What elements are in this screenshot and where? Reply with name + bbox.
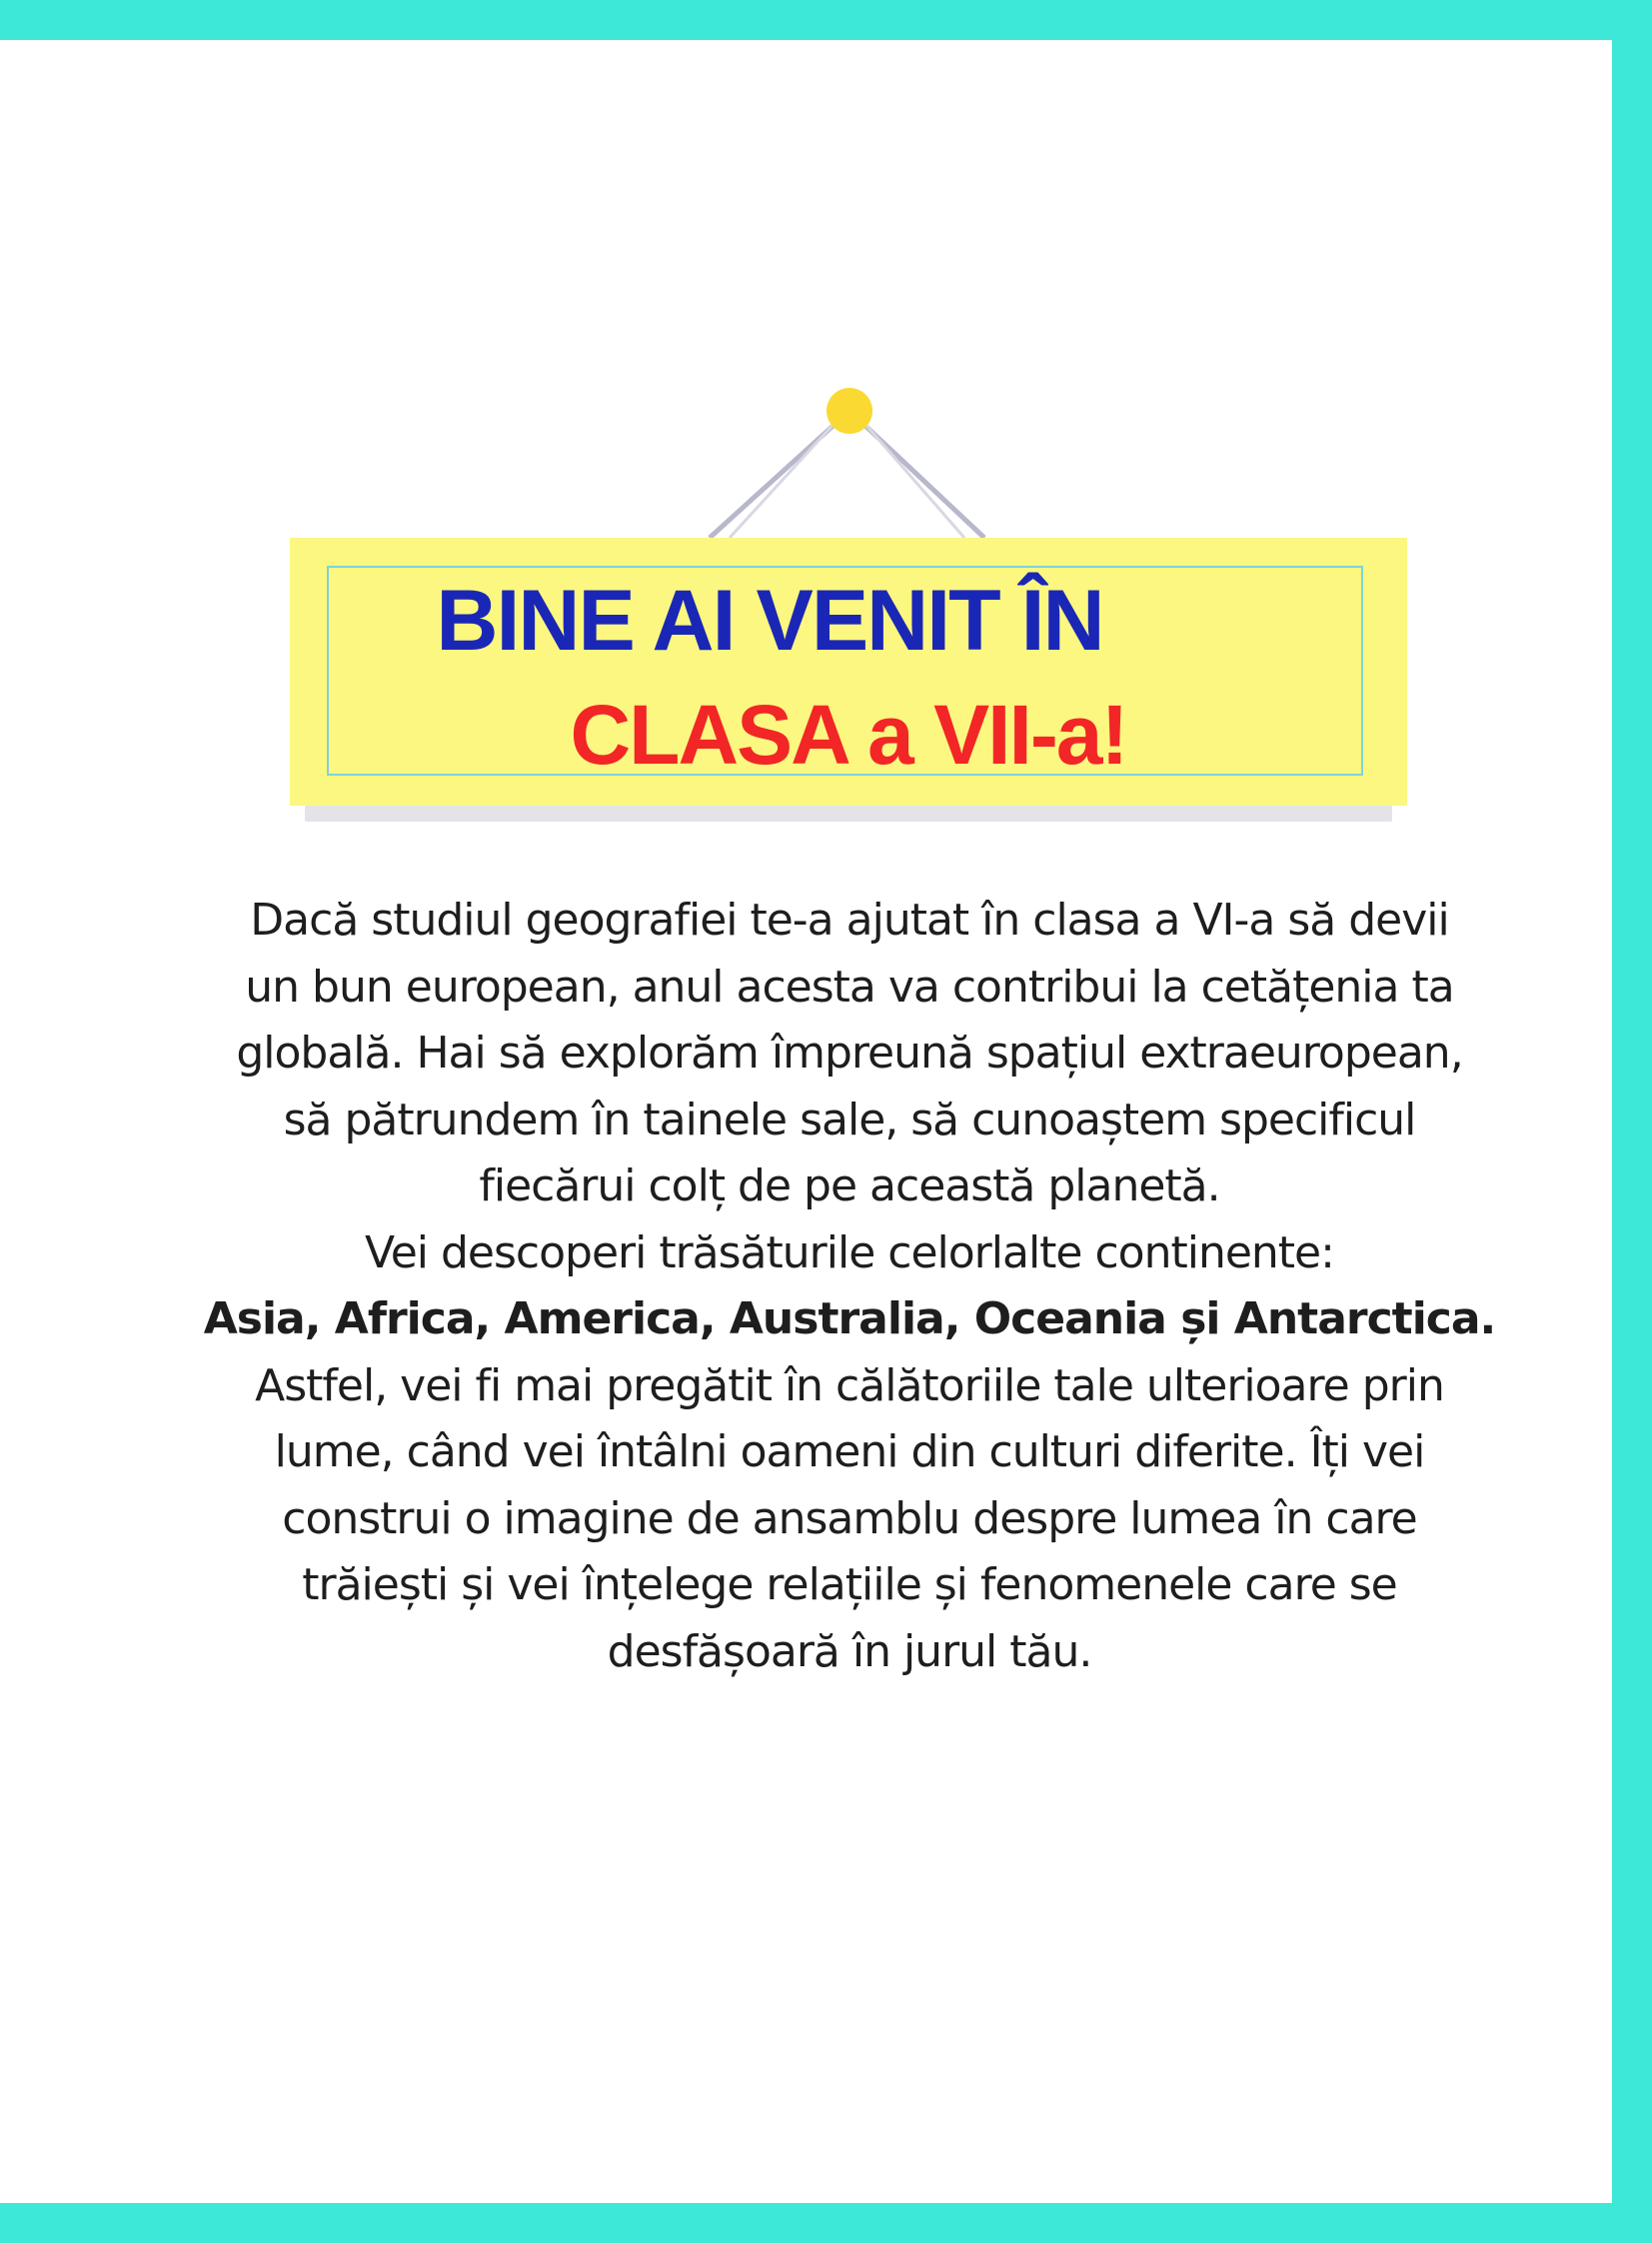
paragraph-line: Dacă studiul geografiei te-a ajutat în clasa a VI-a să devii [250, 895, 1449, 946]
paragraph-line: globală. Hai să explorăm împreună spațiul extraeuropean, [236, 1028, 1463, 1079]
paragraph-line: Astfel, vei fi mai pregătit în călătoriile tale ulterioare prin [255, 1359, 1444, 1411]
sign-title-line2: CLASA a VII-a! [570, 688, 1127, 782]
paragraph-line: construi o imagine de ansamblu despre lumea în care [282, 1492, 1417, 1544]
sign-shadow [305, 806, 1392, 822]
paragraph-line: trăiești și vei înțelege relațiile și fenomenele care se [302, 1559, 1397, 1610]
paragraph-line: să pătrundem în tainele sale, să cunoaștem specificul [283, 1094, 1416, 1145]
paragraph-line: Vei descoperi trăsăturile celorlalte continente: [365, 1226, 1334, 1278]
paragraph-line: fiecărui colț de pe această planetă. [479, 1160, 1220, 1211]
paragraph-line: lume, când vei întâlni oameni din culturi diferite. Îți vei [274, 1426, 1425, 1477]
continents-list: Asia, Africa, America, Australia, Oceania și Antarctica. [203, 1293, 1496, 1344]
sign-title-line1: BINE AI VENIT ÎN [436, 573, 1103, 669]
intro-paragraph [140, 888, 1559, 1685]
welcome-sign [290, 538, 1407, 806]
paragraph-line: desfășoară în jurul tău. [607, 1625, 1092, 1677]
paragraph-line: un bun european, anul acesta va contribui la cetățenia ta [245, 961, 1454, 1013]
